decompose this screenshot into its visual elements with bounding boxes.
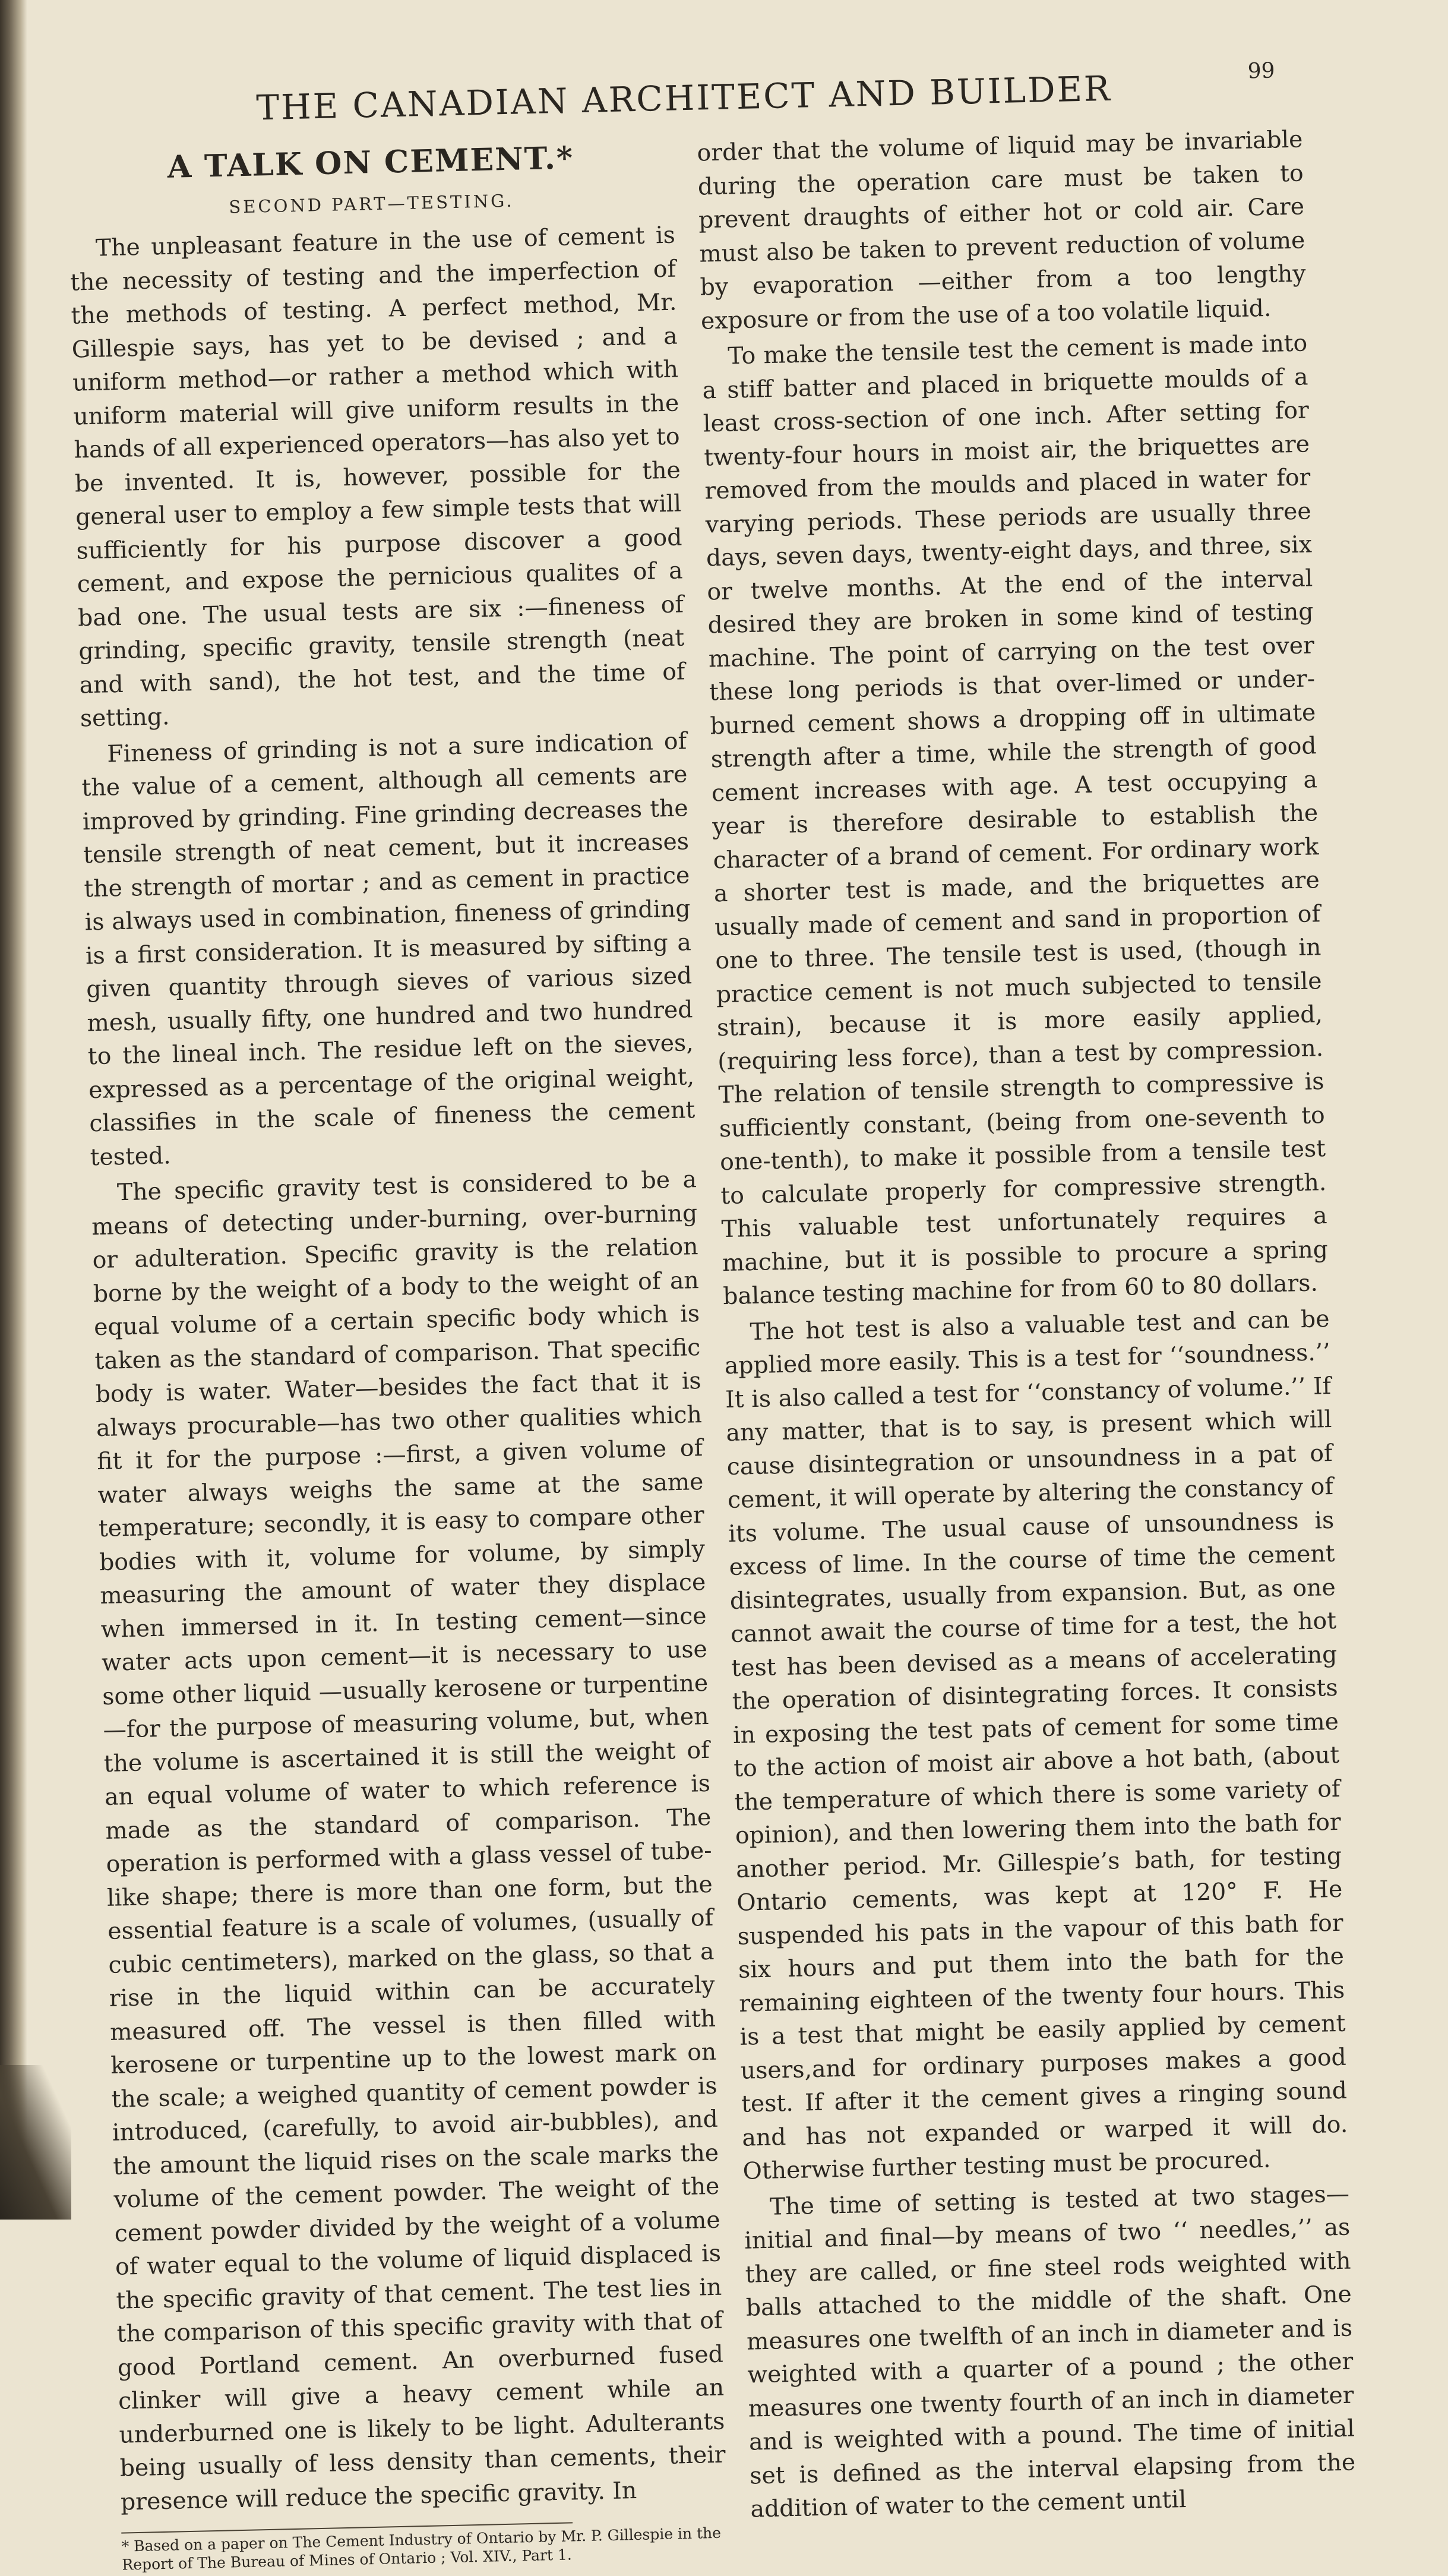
paragraph-tensile: To make the tensile test the cement is made into a stiff batter and placed in briquette moulds of a least cross-section of one inch. After setting for twenty-four hours in moist air, the briquettes are removed from the moulds and placed in water for varying periods. These periods are usually three days, seven days, twenty-eight days, and three, six or twelve months. At the end of the interval desired they are broken in some kind of testing machine. The point of carrying on the test over these long periods is that over-limed or under-burned cement shows a dropping off in ultimate strength after a time, while the strength of good cement increases with age. A test occupying a year is therefore desirable to establish the character of a brand of cement. For ordinary work a shorter test is made, and the briquettes are usually made of cement and sand in proportion of one to three. The tensile test is used, (though in practice cement is not much subjected to tensile strain), because it is more easily applied, (requiring less force), than a test by compression. The relation of tensile strength to compressive is sufficiently constant, (being from one-seventh to one-tenth), to make it possible from a tensile test to calculate properly for compressive strength. This valuable test unfortunately requires a machine, but it is possible to procure a spring balance testing machine for from 60 to 80 dollars.	[702, 330, 1329, 1311]
paragraph-hot-test: The hot test is also a valuable test and can be applied more easily. This is a test for ‘‘soundness.’’ It is also called a test for ‘‘constancy of volume.’’ If any matter, that is to say, is present which will cause disintegration or unsoundness in a pat of cement, it will operate by altering the constancy of its volume. The usual cause of unsoundness is excess of lime. In the course of time the cement disintegrates, usually from expansion. But, as one cannot await the course of time for a test, the hot test has been devised as a means of accelerating the operation of disintegrating forces. It consists in exposing the test pats of cement for some time to the action of moist air above a hot bath, (about the temperature of which there is some variety of opinion), and then lowering them into the bath for another period. Mr. Gillespie’s bath, for testing Ontario cements, was kept at 120° F. He suspended his pats in the vapour of this bath for six hours and put them into the bath for the remaining eighteen of the twenty four hours. This is a test that might be easily applied by cement users,and for ordinary purposes makes a good test. If after it the cement gives a ringing sound and has not expanded or warped it will do. Otherwise further testing must be procured.	[724, 1305, 1348, 2185]
running-header-title: THE CANADIAN ARCHITECT AND BUILDER	[255, 68, 1112, 128]
paragraph-gravity-continued: order that the volume of liquid may be invariable during the operation care must be taken to prevent draughts of either hot or cold air. Care must also be taken to prevent reduction of volume by evaporation —either from a too lengthy exposure or from the use of a too volatile liquid.	[697, 126, 1307, 335]
left-column	[67, 138, 728, 2574]
footnote: * Based on a paper on The Cement Industry of Ontario by Mr. P. Gillespie in the Report of The Bureau of Mines of Ontario ; Vol. XIV., Part 1.	[121, 2524, 722, 2574]
right-column	[697, 124, 1357, 2530]
paragraph-specific-gravity: The specific gravity test is considered to be a means of detecting under-burning, over-burning or adulteration. Specific gravity is the relation borne by the weight of a body to the weight of an equal volume of a certain specific body which is taken as the standard of comparison. That specific body is water. Water—besides the fact that it is always procurable—has two other qualities which fit it for the purpose :—first, a given volume of water always weighs the same at the same temperature; secondly, it is easy to compare other bodies with it, volume for volume, by simply measuring the amount of water they displace when immersed in it. In testing cement—since water acts upon cement—it is necessary to use some other liquid —usually kerosene or turpentine—for the purpose of measuring volume, but, when the volume is ascertained it is still the weight of an equal volume of water to which reference is made as the standard of comparison. The operation is performed with a glass vessel of tube-like shape; there is more than one form, but the essential feature is a scale of volumes, (usually of cubic centimeters), marked on the glass, so that a rise in the liquid within can be accurately measured off. The vessel is then filled with kerosene or turpentine up to the lowest mark on the scale; a weighed quantity of cement powder is introduced, (carefully, to avoid air-bubbles), and the amount the liquid rises on the scale marks the volume of the cement powder. The weight of the cement powder divided by the weight of a volume of water equal to the volume of liquid displaced is the specific gravity of that cement. The test lies in the comparison of this specific gravity with that of good Portland cement. An overburned fused clinker will give a heavy cement while an underburned one is likely to be light. Adulterants being usually of less density than cements, their presence will reduce the specific gravity. In	[91, 1166, 726, 2516]
paragraph-setting-time: The time of setting is tested at two stages—initial and final—by means of two ‘‘ needles,’’ as they are called, or fine steel rods weighted with balls attached to the middle of the shaft. One measures one twelfth of an inch in diameter and is weighted with a quarter of a pound ; the other measures one twenty fourth of an inch in diameter and is weighted with a pound. The time of initial set is defined as the interval elapsing from the addition of water to the cement until	[744, 2180, 1356, 2523]
page-number: 99	[1247, 58, 1276, 84]
article-title: A TALK ON CEMENT.*	[167, 140, 574, 185]
paragraph-intro: The unpleasant feature in the use of cement is the necessity of testing and the imperfection of the methods of testing. A perfect method, Mr. Gillespie says, has yet to be devised ; and a uniform method—or rather a method which with uniform material will give uniform results in the hands of all experienced operators—has also yet to be invented. It is, however, possible for the general user to employ a few simple tests that will sufficiently for his purpose discover a good cement, and expose the pernicious qualites of a bad one. The usual tests are six :—fineness of grinding, specific gravity, tensile strength (neat and with sand), the hot test, and the time of setting.	[69, 222, 685, 733]
article-subtitle: SECOND PART—TESTING.	[228, 190, 514, 217]
paragraph-fineness: Fineness of grinding is not a sure indication of the value of a cement, although all cements are improved by grinding. Fine grinding decreases the tensile strength of neat cement, but it increases the strength of mortar ; and as cement in practice is always used in combination, fineness of grinding is a first consideration. It is measured by sifting a given quantity through sieves of various sized mesh, usually fifty, one hundred and two hundred to the lineal inch. The residue left on the sieves, expressed as a percentage of the original weight, classifies in the scale of fineness the cement tested.	[81, 727, 695, 1171]
